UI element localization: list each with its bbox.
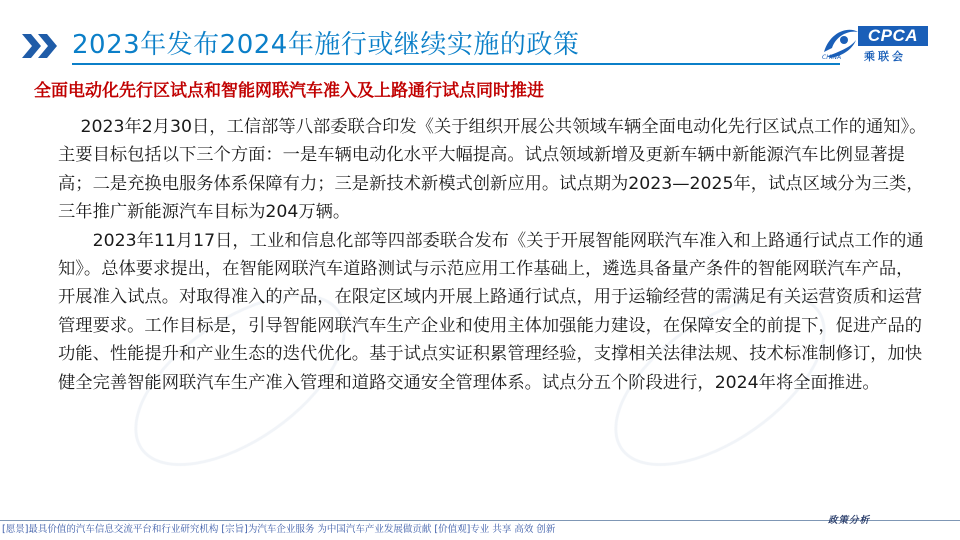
double-chevron-icon <box>22 34 64 58</box>
footer-section-label: 政策分析 <box>827 515 870 526</box>
footer-slogan: [愿景]最具价值的汽车信息交流平台和行业研究机构 [宗旨]为汽车企业服务 为中国汽车产业发展做贡献 [价值观]专业 共享 高效 创新 <box>2 524 556 535</box>
logo-main-text: CPCA <box>858 26 928 46</box>
slide-header <box>22 26 938 66</box>
page-title: 2023年发布2024年施行或继续实施的政策 <box>72 30 580 60</box>
body-text <box>58 113 928 397</box>
paragraph-1: 2023年2月30日，工信部等八部委联合印发《关于组织开展公共领域车辆全面电动化先行区试点工作的通知》。主要目标包括以下三个方面：一是车辆电动化水平大幅提高。试点领域新增及更新车辆中新能源汽车比例显著提高；二是充换电服务体系保障有力；三是新技术新模式创新应用。试点期为2023—2025年，试点区域分为三类，三年推广新能源汽车目标为204万辆。 <box>58 117 927 223</box>
footer-divider <box>0 520 960 521</box>
paragraph-2: 2023年11月17日，工业和信息化部等四部委联合发布《关于开展智能网联汽车准入和上路通行试点工作的通知》。总体要求提出，在智能网联汽车道路测试与示范应用工作基础上，遴选具备量产条件的智能网联汽车产品，开展准入试点。对取得准入的产品，在限定区域内开展上路通行试点，用于运输经营的需满足有关运营资质和运营管理要求。工作目标是，引导智能网联汽车生产企业和使用主体加强能力建设，在保障安全的前提下，促进产品的功能、性能提升和产业生态的迭代优化。基于试点实证积累管理经验，支撑相关法律法规、技术标准制修订，加快健全完善智能网联汽车生产准入管理和道路交通安全管理体系。试点分五个阶段进行，2024年将全面推进。 <box>58 230 924 393</box>
title-underline <box>72 63 840 65</box>
logo-brand-sub-text: CHINA <box>822 54 842 61</box>
cpca-logo <box>818 22 930 66</box>
section-subtitle: 全面电动化先行区试点和智能网联汽车准入及上路通行试点同时推进 <box>34 81 544 101</box>
logo-sub-text: 乘联会 <box>864 50 906 63</box>
